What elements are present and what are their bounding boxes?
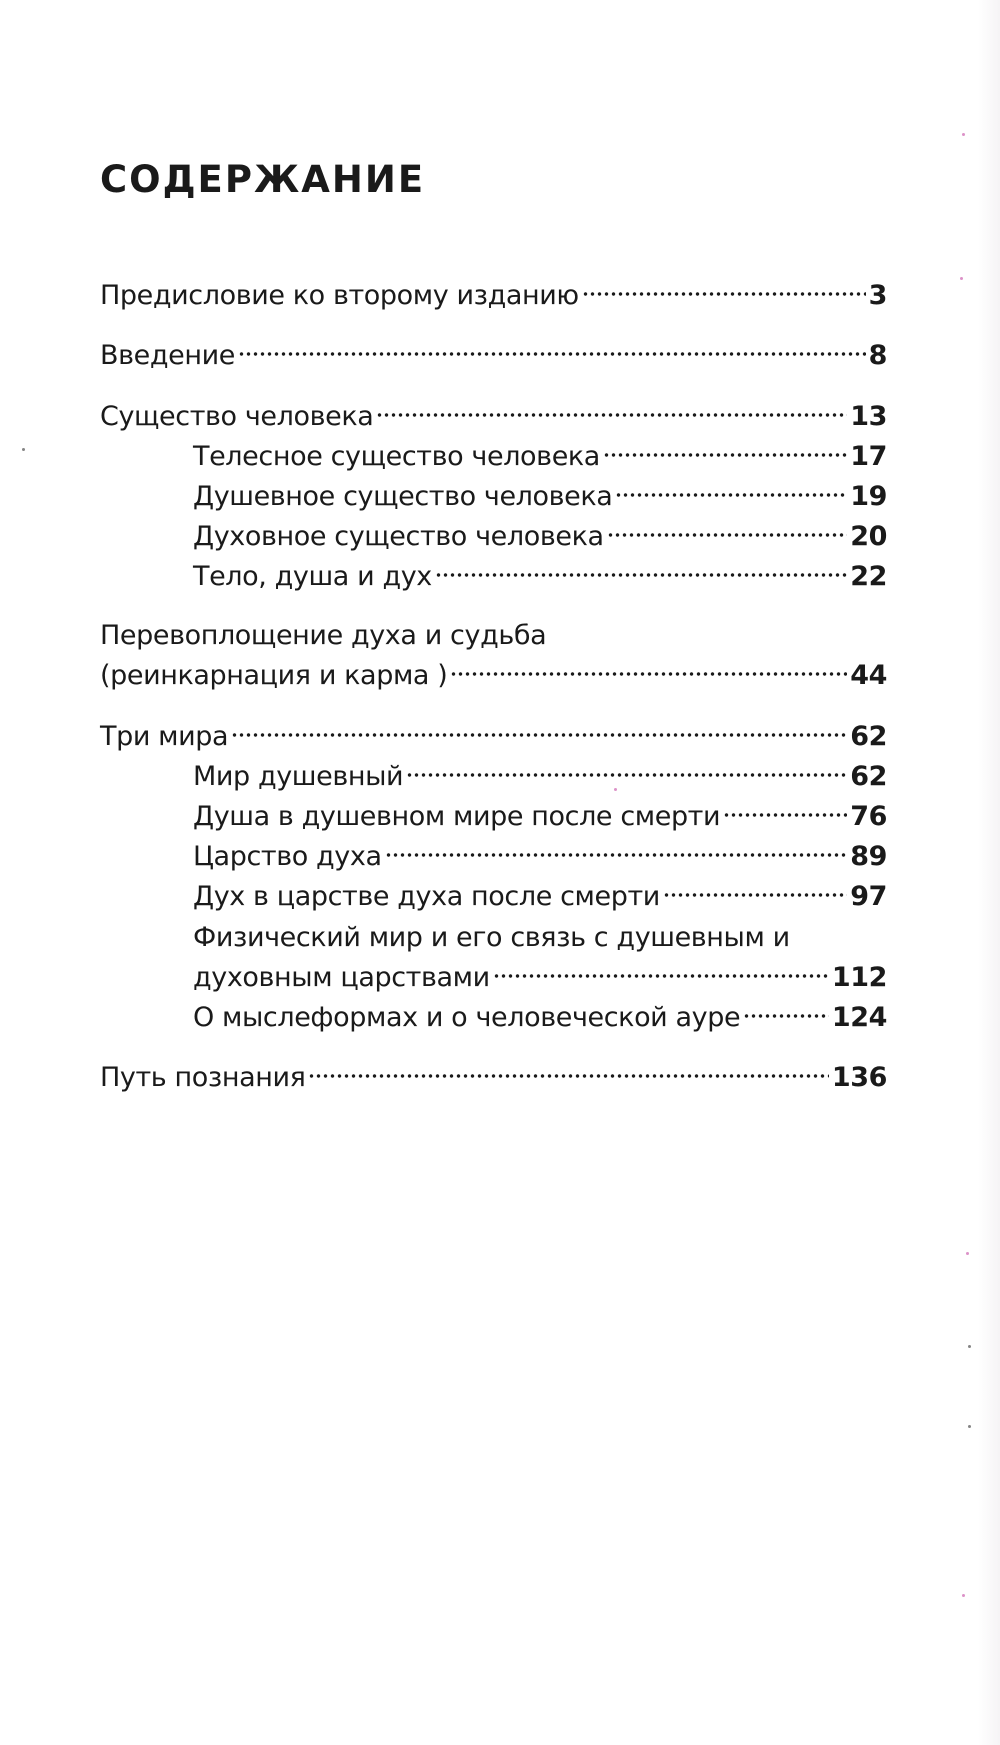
toc-entry-three-worlds — [100, 717, 887, 757]
toc-entry-reincarnation — [100, 656, 887, 696]
page-edge-shadow — [978, 0, 1000, 1745]
toc-entry-title: Существо человека — [100, 401, 374, 432]
toc-entry-title: Введение — [100, 340, 235, 371]
dot-leader — [308, 1073, 828, 1079]
toc-entry-spirit-nature — [193, 517, 887, 557]
dot-leader — [493, 973, 829, 979]
toc-entry-title: Путь познания — [100, 1062, 306, 1093]
toc-entry-soul-world — [193, 757, 887, 797]
scan-speck — [962, 133, 965, 136]
toc-entry-physical-world-line1: Физический мир и его связь с душевным и — [193, 922, 790, 953]
dot-leader — [603, 452, 847, 458]
toc-page-number: 3 — [868, 280, 887, 311]
toc-entry-title: Тело, душа и дух — [193, 561, 432, 592]
toc-entry-title: духовным царствами — [193, 962, 490, 993]
dot-leader — [582, 291, 866, 297]
dot-leader — [723, 812, 847, 818]
toc-page-number: 20 — [850, 521, 887, 552]
toc-entry-human-nature — [100, 397, 887, 437]
scan-speck — [968, 1345, 971, 1348]
toc-entry-title: Царство духа — [193, 841, 382, 872]
dot-leader — [238, 351, 866, 357]
toc-page-number: 62 — [850, 721, 887, 752]
toc-page-number: 112 — [831, 962, 887, 993]
toc-entry-title: Предисловие ко второму изданию — [100, 280, 579, 311]
toc-entry-title: Душа в душевном мире после смерти — [193, 801, 721, 832]
scan-speck — [968, 1425, 971, 1428]
toc-entry-spirit-realm — [193, 837, 887, 877]
dot-leader — [607, 532, 848, 538]
scan-speck — [960, 277, 963, 280]
toc-page-number: 124 — [831, 1002, 887, 1033]
toc-entry-bodily-nature — [193, 437, 887, 477]
toc-page-number: 97 — [850, 881, 887, 912]
toc-page-number: 136 — [831, 1062, 887, 1093]
toc-entry-introduction — [100, 336, 887, 376]
toc-entry-title: Три мира — [100, 721, 229, 752]
toc-entry-reincarnation-line1: Перевоплощение духа и судьба — [100, 620, 547, 651]
toc-page-number: 17 — [850, 441, 887, 472]
scan-speck — [22, 448, 25, 451]
toc-page-number: 22 — [850, 561, 887, 592]
contents-heading: СОДЕРЖАНИЕ — [100, 158, 426, 201]
toc-entry-title: Дух в царстве духа после смерти — [193, 881, 660, 912]
toc-page-number: 19 — [850, 481, 887, 512]
dot-leader — [615, 492, 847, 498]
toc-page-number: 76 — [850, 801, 887, 832]
toc-entry-title: Мир душевный — [193, 761, 404, 792]
toc-entry-title: (реинкарнация и карма ) — [100, 660, 448, 691]
dot-leader — [435, 572, 847, 578]
toc-page-number: 62 — [850, 761, 887, 792]
toc-entry-thought-forms — [193, 998, 887, 1038]
dot-leader — [376, 412, 847, 418]
dot-leader — [450, 671, 847, 677]
toc-page-number: 8 — [868, 340, 887, 371]
toc-entry-path-of-knowledge — [100, 1058, 887, 1098]
dot-leader — [231, 732, 847, 738]
toc-page-number: 44 — [850, 660, 887, 691]
toc-entry-title: Телесное существо человека — [193, 441, 600, 472]
toc-entry-body-soul-spirit — [193, 557, 887, 597]
toc-entry-soul-nature — [193, 477, 887, 517]
dot-leader — [663, 892, 847, 898]
toc-entry-spirit-after-death — [193, 877, 887, 917]
toc-entry-preface — [100, 276, 887, 316]
dot-leader — [743, 1013, 829, 1019]
scan-speck — [614, 788, 617, 791]
toc-entry-title: Духовное существо человека — [193, 521, 604, 552]
toc-page-number: 89 — [850, 841, 887, 872]
scan-speck — [962, 1594, 965, 1597]
toc-entry-physical-world — [193, 958, 887, 998]
scan-speck — [966, 1252, 969, 1255]
toc-entry-soul-after-death — [193, 797, 887, 837]
toc-entry-title: Душевное существо человека — [193, 481, 613, 512]
toc-entry-title: О мыслеформах и о человеческой ауре — [193, 1002, 741, 1033]
toc-page-number: 13 — [850, 401, 887, 432]
dot-leader — [385, 852, 848, 858]
dot-leader — [406, 772, 847, 778]
